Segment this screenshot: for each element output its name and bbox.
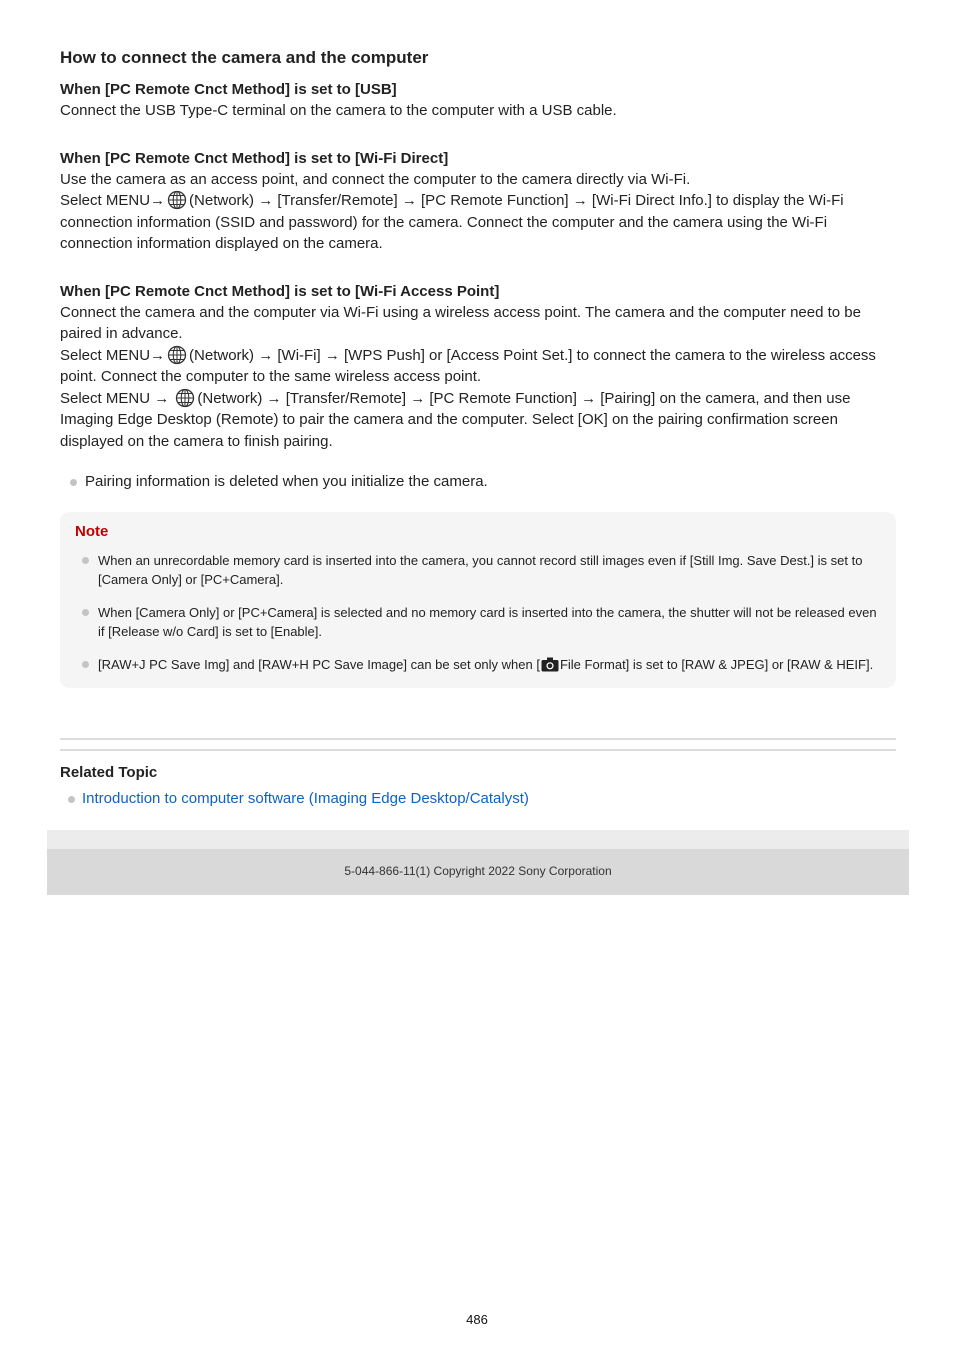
wifi-ap-line2: Select MENU→ (Network) → [Wi-Fi] → [WPS Push] or [Access Point Set.] to connect the camera to the wireless access point. Connect the computer to the same wireless access point. [60, 346, 876, 385]
related-item [60, 788, 896, 809]
divider [60, 749, 896, 751]
note-box [60, 512, 896, 688]
globe-icon [167, 190, 187, 210]
related-topic [60, 762, 896, 809]
footer-band [47, 830, 909, 849]
usb-section [60, 79, 896, 122]
divider [60, 738, 896, 740]
usb-title: When [PC Remote Cnct Method] is set to [USB] [60, 81, 397, 98]
note-title: Note [75, 523, 109, 540]
wifi-direct-line2: Select MENU→ (Network) → [Transfer/Remote] → [PC Remote Function] → [Wi-Fi Direct Info.] to display the Wi-Fi connection information (SSID and password) for the camera. Connect the computer and the camera using the Wi-Fi connection information displayed on the camera. [60, 192, 844, 252]
wifi-ap-title: When [PC Remote Cnct Method] is set to [Wi-Fi Access Point] [60, 282, 500, 300]
hint-item: Pairing information is deleted when you initialize the camera. [60, 471, 896, 492]
page-heading: How to connect the camera and the computer [60, 48, 429, 67]
note-item: When an unrecordable memory card is inserted into the camera, you cannot record still images even if [Still Img. Save Dest.] is set to [Camera Only] or [PC+Camera]. [75, 551, 881, 589]
wifi-direct-title: When [PC Remote Cnct Method] is set to [Wi-Fi Direct] [60, 149, 449, 167]
related-title: Related Topic [60, 764, 158, 781]
wifi-ap-line1: Connect the camera and the computer via Wi-Fi using a wireless access point. The camera and the computer need to be paired in advance. [60, 303, 861, 342]
wifi-direct-line1: Use the camera as an access point, and connect the computer to the camera directly via Wi-Fi. [60, 170, 691, 188]
camera-icon [541, 657, 559, 672]
usb-body: Connect the USB Type-C terminal on the camera to the computer with a USB cable. [60, 102, 617, 119]
note-item: When [Camera Only] or [PC+Camera] is selected and no memory card is inserted into the camera, the shutter will not be released even if [Release w/o Card] is set to [Enable]. [75, 603, 881, 641]
related-link[interactable]: Introduction to computer software (Imaging Edge Desktop/Catalyst) [82, 790, 529, 807]
wifi-ap-section [60, 281, 896, 453]
wifi-ap-line3: Select MENU → (Network) → [Transfer/Remote] → [PC Remote Function] → [Pairing] on the camera, and then use Imaging Edge Desktop (Remote) to pair the camera and the computer. Select [OK] on the pairing confirmation screen displayed on the camera to finish pairing. [60, 389, 851, 450]
note-list [75, 551, 881, 674]
main-content [60, 46, 896, 688]
hint-list [60, 471, 896, 492]
globe-icon [175, 388, 195, 408]
globe-icon [167, 345, 187, 365]
footer: 5-044-866-11(1) Copyright 2022 Sony Corporation [47, 849, 909, 895]
wifi-direct-section [60, 148, 896, 255]
page-number: 486 [466, 1312, 488, 1327]
note-item: [RAW+J PC Save Img] and [RAW+H PC Save Image] can be set only when [ File Format] is set to [RAW & JPEG] or [RAW & HEIF]. [75, 655, 881, 674]
related-list [60, 788, 896, 809]
